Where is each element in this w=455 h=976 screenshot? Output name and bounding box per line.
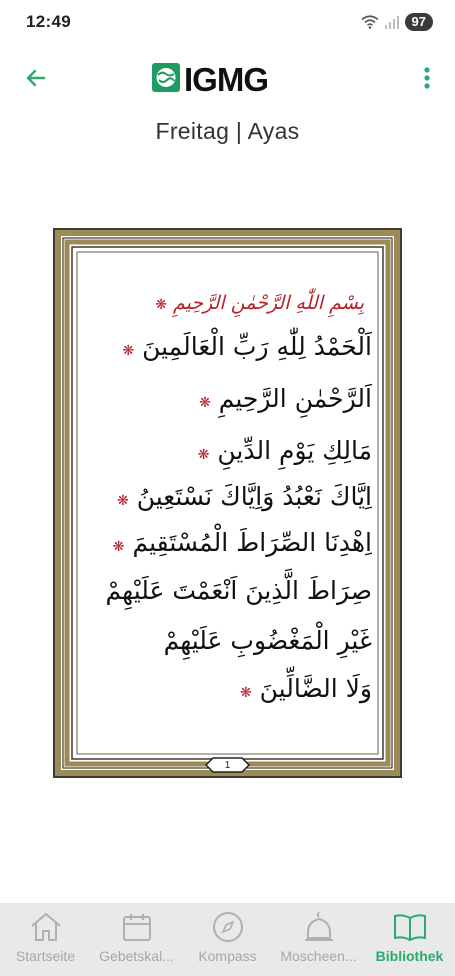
mosque-icon xyxy=(301,909,337,945)
quran-page[interactable] xyxy=(53,228,402,778)
verse-line-3 xyxy=(82,436,372,465)
verse-text: مَالِكِ يَوْمِ الدِّينِ xyxy=(217,436,372,465)
page-title: Freitag | Ayas xyxy=(155,118,300,144)
verse-text: اِيَّاكَ نَعْبُدُ وَاِيَّاكَ نَسْتَعِينُ xyxy=(136,482,372,511)
verse-line-6 xyxy=(82,576,372,605)
status-icons xyxy=(361,12,433,32)
more-vert-icon xyxy=(424,67,430,89)
nav-label: Startseite xyxy=(15,948,76,964)
verse-end-star: ❋ xyxy=(199,395,211,411)
calendar-icon xyxy=(119,909,155,945)
nav-label: Kompass xyxy=(198,948,257,964)
nav-item-startseite[interactable] xyxy=(0,903,91,976)
nav-item-kompass[interactable] xyxy=(182,903,273,976)
book-icon xyxy=(392,909,428,945)
signal-icon xyxy=(385,15,399,29)
verse-end-star: ❋ xyxy=(239,685,252,701)
nav-label: Bibliothek xyxy=(375,948,444,964)
verse-text: غَيْرِ الْمَغْضُوبِ عَلَيْهِمْ xyxy=(163,626,372,655)
verse-text: اَلرَّحْمٰنِ الرَّحِيمِ xyxy=(218,384,372,413)
app-bar xyxy=(0,46,455,112)
battery-badge: 97 xyxy=(405,13,433,31)
nav-item-gebetskalender[interactable] xyxy=(91,903,182,976)
verse-line-7 xyxy=(82,626,372,655)
status-bar xyxy=(0,0,455,46)
basmala xyxy=(104,292,364,314)
verse-text: اَلْحَمْدُ لِلّٰهِ رَبِّ الْعَالَمِينَ xyxy=(142,332,372,361)
verse-end-star: ❋ xyxy=(112,539,125,555)
bottom-navigation xyxy=(0,903,455,976)
basmala-text: بِسْمِ اللّٰهِ الرَّحْمٰنِ الرَّحِيمِ xyxy=(173,292,364,314)
verse-text: اِهْدِنَا الصِّرَاطَ الْمُسْتَقِيمَ xyxy=(132,528,372,557)
verse-line-5 xyxy=(82,528,372,557)
page-number: 1 xyxy=(224,760,231,771)
home-icon xyxy=(28,909,64,945)
nav-label: Gebetskal... xyxy=(99,948,174,964)
more-options-button[interactable] xyxy=(413,60,441,96)
logo-text: IGMG xyxy=(184,61,268,96)
verse-end-star: ❋ xyxy=(122,343,135,359)
nav-item-bibliothek[interactable] xyxy=(364,903,455,976)
igmg-logo xyxy=(152,60,304,96)
compass-icon xyxy=(210,909,246,945)
verse-line-1 xyxy=(82,332,372,361)
verse-line-2 xyxy=(82,384,372,413)
back-button[interactable] xyxy=(18,60,54,96)
verse-text: وَلَا الضَّالِّينَ xyxy=(259,674,372,703)
verse-line-4 xyxy=(82,482,372,511)
verse-text: صِرَاطَ الَّذِينَ اَنْعَمْتَ عَلَيْهِمْ xyxy=(105,576,372,605)
verse-end-star: ❋ xyxy=(117,493,129,509)
basmala-star: ❋ xyxy=(155,297,167,313)
nav-item-moscheen[interactable] xyxy=(273,903,364,976)
wifi-icon xyxy=(361,15,379,29)
arrow-back-icon xyxy=(24,66,48,90)
verse-end-star: ❋ xyxy=(197,447,210,463)
status-time: 12:49 xyxy=(26,12,71,31)
verse-line-8 xyxy=(82,674,372,703)
nav-label: Moscheen... xyxy=(280,948,357,964)
